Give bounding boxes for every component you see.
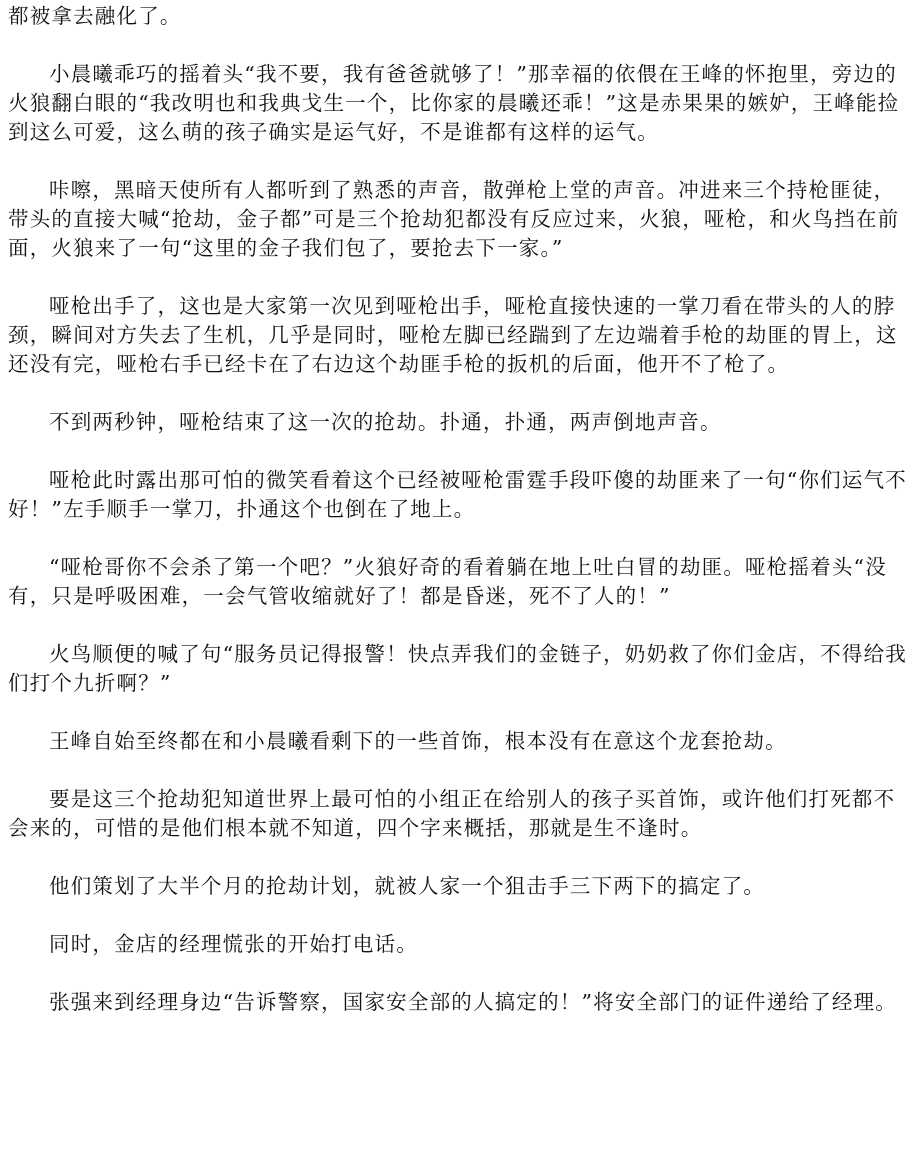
paragraph: 哑枪此时露出那可怕的微笑看着这个已经被哑枪雷霆手段吓傻的劫匪来了一句“你们运气不好！”左手顺手一掌刀，扑通这个也倒在了地上。	[8, 468, 907, 521]
document-body	[8, 2, 908, 1017]
paragraph: 要是这三个抢劫犯知道世界上最可怕的小组正在给别人的孩子买首饰，或许他们打死都不会来的，可惜的是他们根本就不知道，四个字来概括，那就是生不逢时。	[8, 787, 896, 840]
paragraph: 王峰自始至终都在和小晨曦看剩下的一些首饰，根本没有在意这个龙套抢劫。	[49, 729, 787, 753]
paragraph: 都被拿去融化了。	[8, 4, 182, 28]
paragraph: “哑枪哥你不会杀了第一个吧？”火狼好奇的看着躺在地上吐白冒的劫匪。哑枪摇着头“没有，只是呼吸困难，一会气管收缩就好了！都是昏迷，死不了人的！”	[8, 555, 887, 608]
paragraph: 小晨曦乖巧的摇着头“我不要，我有爸爸就够了！”那幸福的依偎在王峰的怀抱里，旁边的火狼翻白眼的“我改明也和我典戈生一个，比你家的晨曦还乖！”这是赤果果的嫉妒，王峰能捡到这么可爱，这么萌的孩子确实是运气好，不是谁都有这样的运气。	[8, 62, 900, 144]
paragraph: 不到两秒钟，哑枪结束了这一次的抢劫。扑通，扑通，两声倒地声音。	[49, 410, 722, 434]
paragraph: 咔嚓，黑暗天使所有人都听到了熟悉的声音，散弹枪上堂的声音。冲进来三个持枪匪徒，带头的直接大喊“抢劫，金子都”可是三个抢劫犯都没有反应过来，火狼，哑枪，和火鸟挡在前面，火狼来了一句“这里的金子我们包了，要抢去下一家。”	[8, 178, 900, 260]
paragraph: 同时，金店的经理慌张的开始打电话。	[49, 932, 418, 956]
paragraph: 张强来到经理身边“告诉警察，国家安全部的人搞定的！”将安全部门的证件递给了经理。	[49, 990, 897, 1014]
paragraph: 火鸟顺便的喊了句“服务员记得报警！快点弄我们的金链子，奶奶救了你们金店，不得给我们打个九折啊？”	[8, 642, 907, 695]
paragraph: 哑枪出手了，这也是大家第一次见到哑枪出手，哑枪直接快速的一掌刀看在带头的人的脖颈，瞬间对方失去了生机，几乎是同时，哑枪左脚已经踹到了左边端着手枪的劫匪的胃上，这还没有完，哑枪右手已经卡在了右边这个劫匪手枪的扳机的后面，他开不了枪了。	[8, 294, 898, 376]
paragraph: 他们策划了大半个月的抢劫计划，就被人家一个狙击手三下两下的搞定了。	[49, 874, 766, 898]
